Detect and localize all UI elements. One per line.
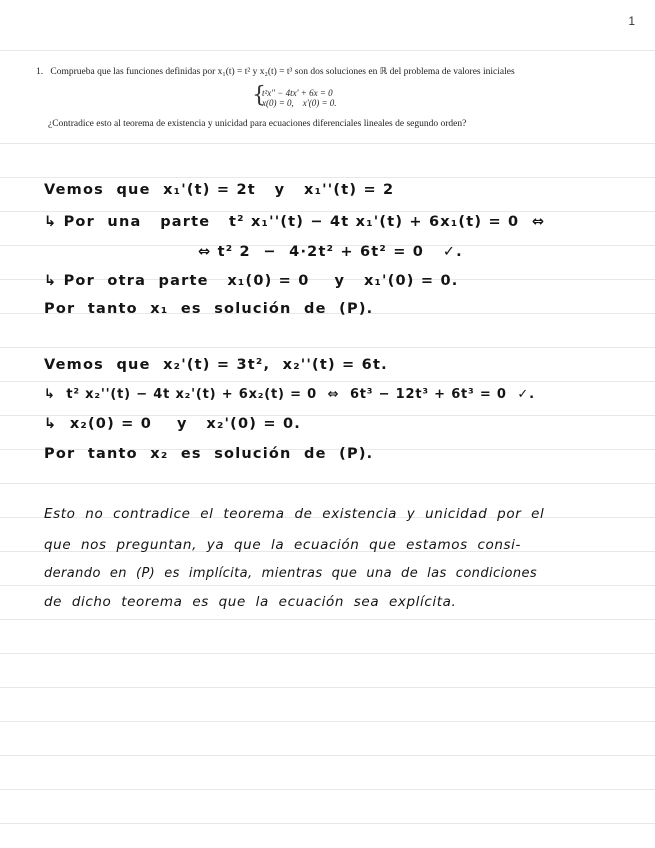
handwritten-line: Por tanto x₂ es solución de (P).	[44, 446, 374, 462]
handwritten-line: que nos preguntan, ya que la ecuación que estamos consi-	[44, 537, 521, 553]
problem-number: 1.	[36, 67, 44, 77]
ruled-line	[0, 381, 655, 382]
ruled-line	[0, 177, 655, 178]
system-equation: t²x'' − 4tx' + 6x = 0	[262, 88, 333, 98]
problem-question: ¿Contradice esto al teorema de existencia y unicidad para ecuaciones diferenciales lineales de segundo orden?	[48, 119, 467, 129]
ruled-line	[0, 211, 655, 212]
ruled-line	[0, 755, 655, 756]
initial-value-system	[252, 83, 337, 108]
problem-statement	[36, 66, 636, 78]
ruled-line	[0, 143, 655, 144]
ruled-line	[0, 585, 655, 586]
handwritten-line: derando en (P) es implícita, mientras que una de las condiciones	[44, 566, 538, 581]
handwritten-line: ⇔ t² 2 − 4·2t² + 6t² = 0 ✓.	[198, 244, 463, 260]
ruled-line	[0, 687, 655, 688]
ruled-line	[0, 653, 655, 654]
handwritten-line: ↳ t² x₂''(t) − 4t x₂'(t) + 6x₂(t) = 0 ⇔ 6t³ − 12t³ + 6t³ = 0 ✓.	[44, 387, 535, 402]
page-number: 1	[628, 14, 635, 28]
ruled-line	[0, 721, 655, 722]
handwritten-line: ↳ Por otra parte x₁(0) = 0 y x₁'(0) = 0.	[44, 273, 459, 289]
ruled-line	[0, 483, 655, 484]
handwritten-line: ↳ x₂(0) = 0 y x₂'(0) = 0.	[44, 416, 301, 432]
handwritten-line: Esto no contradice el teorema de existencia y unicidad por el	[44, 506, 545, 522]
handwritten-line: Vemos que x₁'(t) = 2t y x₁''(t) = 2	[44, 182, 395, 198]
ruled-line	[0, 619, 655, 620]
ruled-line	[0, 50, 655, 51]
handwritten-line: Por tanto x₁ es solución de (P).	[44, 301, 374, 317]
handwritten-line: Vemos que x₂'(t) = 3t², x₂''(t) = 6t.	[44, 357, 388, 373]
handwritten-line: de dicho teorema es que la ecuación sea explícita.	[44, 594, 457, 610]
handwritten-line: ↳ Por una parte t² x₁''(t) − 4t x₁'(t) + 6x₁(t) = 0 ⇔	[44, 214, 546, 230]
system-initial-conditions: x(0) = 0, x'(0) = 0.	[262, 98, 337, 108]
ruled-line	[0, 347, 655, 348]
problem-text: Comprueba que las funciones definidas por x₁(t) = t² y x₂(t) = t³ son dos soluciones en ℝ del problema de valores iniciales	[50, 67, 515, 77]
brace-icon: {	[252, 83, 266, 108]
ruled-line	[0, 789, 655, 790]
ruled-line	[0, 823, 655, 824]
